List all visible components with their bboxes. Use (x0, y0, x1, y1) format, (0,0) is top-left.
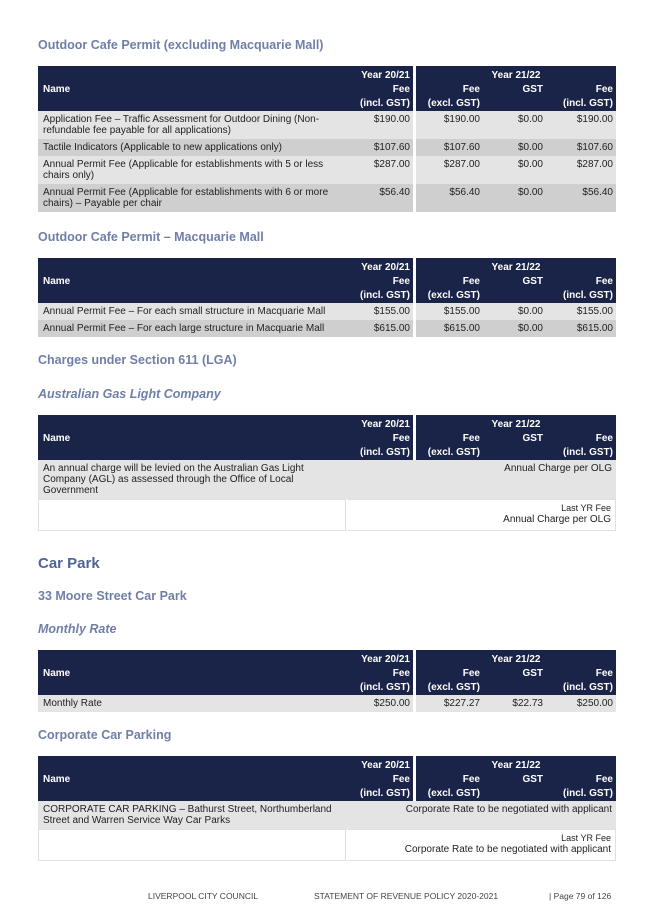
table-row (38, 111, 616, 139)
row-name: An annual charge will be levied on the Australian Gas Light Company (AGL) as assessed through the Office of Local Government (38, 460, 346, 499)
col-header-incl: (incl. GST) (546, 787, 616, 801)
table-row (38, 320, 616, 337)
row-name: CORPORATE CAR PARKING – Bathurst Street, Northumberland Street and Warren Service Way Car Parks (38, 801, 346, 829)
subsection-title-corporate: Corporate Car Parking (38, 728, 172, 742)
col-header-fee: Fee (546, 667, 616, 681)
col-header-excl: (excl. GST) (413, 681, 483, 695)
row-fee-excl: $155.00 (413, 303, 483, 320)
col-header-fee: Fee (346, 773, 413, 787)
col-header-fee: Fee (413, 773, 483, 787)
fee-table-outdoor-excl (38, 66, 616, 212)
col-header-incl: (incl. GST) (546, 289, 616, 303)
last-year-value: Corporate Rate to be negotiated with applicant (404, 844, 611, 855)
row-name: Annual Permit Fee (Applicable for establishments with 6 or more chairs) – Payable per chair (38, 184, 346, 212)
row-fee-prev: $615.00 (346, 320, 413, 337)
col-header-fee: Fee (346, 432, 413, 446)
col-header-fee: Fee (346, 83, 413, 97)
col-header-fee: Fee (346, 275, 413, 289)
last-year-label: Last YR Fee (561, 833, 611, 843)
section-title-outdoor-mall: Outdoor Cafe Permit – Macquarie Mall (38, 230, 264, 244)
col-header-excl: (excl. GST) (413, 787, 483, 801)
last-year-fee-cell (346, 499, 616, 531)
col-header-year-prev: Year 20/21 (346, 650, 413, 667)
row-fee-value: Annual Charge per OLG (346, 460, 616, 499)
row-fee-prev: $107.60 (346, 139, 413, 156)
row-fee-excl: $615.00 (413, 320, 483, 337)
col-header-fee: Fee (413, 275, 483, 289)
row-fee-value: Corporate Rate to be negotiated with applicant (346, 801, 616, 829)
row-fee-excl: $287.00 (413, 156, 483, 184)
row-gst: $0.00 (483, 320, 546, 337)
col-header-fee: Fee (546, 275, 616, 289)
table-row (38, 695, 616, 712)
row-fee-excl: $190.00 (413, 111, 483, 139)
row-fee-prev: $56.40 (346, 184, 413, 212)
col-header-incl: (incl. GST) (346, 787, 413, 801)
subsection-title-moore: 33 Moore Street Car Park (38, 589, 187, 603)
row-name: Monthly Rate (38, 695, 346, 712)
row-gst: $22.73 (483, 695, 546, 712)
col-header-year-curr: Year 21/22 (413, 650, 616, 667)
fee-table-monthly (38, 650, 616, 712)
row-gst: $0.00 (483, 156, 546, 184)
row-fee-incl: $287.00 (546, 156, 616, 184)
col-header-fee: Fee (546, 83, 616, 97)
col-header-fee: Fee (546, 432, 616, 446)
row-fee-incl: $155.00 (546, 303, 616, 320)
last-year-fee-cell (346, 829, 616, 861)
fee-table-agl (38, 415, 616, 531)
col-header-incl: (incl. GST) (546, 97, 616, 111)
col-header-fee: Fee (413, 667, 483, 681)
row-fee-incl: $250.00 (546, 695, 616, 712)
footer-document: STATEMENT OF REVENUE POLICY 2020-2021 (314, 891, 499, 901)
row-fee-excl: $56.40 (413, 184, 483, 212)
row-fee-incl: $615.00 (546, 320, 616, 337)
col-header-name: Name (38, 650, 346, 695)
row-gst: $0.00 (483, 139, 546, 156)
row-fee-prev: $287.00 (346, 156, 413, 184)
table-row (38, 460, 616, 499)
row-gst: $0.00 (483, 303, 546, 320)
col-header-year-curr: Year 21/22 (413, 258, 616, 275)
table-row (38, 139, 616, 156)
col-header-year-prev: Year 20/21 (346, 756, 413, 773)
subsection-title-monthly: Monthly Rate (38, 622, 117, 636)
section-title-carpark: Car Park (38, 555, 100, 572)
last-year-value: Annual Charge per OLG (503, 514, 611, 525)
row-name: Application Fee – Traffic Assessment for Outdoor Dining (Non-refundable fee payable for all applications) (38, 111, 346, 139)
col-header-incl: (incl. GST) (346, 97, 413, 111)
col-header-year-prev: Year 20/21 (346, 415, 413, 432)
fee-table-outdoor-mall (38, 258, 616, 337)
row-fee-incl: $56.40 (546, 184, 616, 212)
col-header-excl: (excl. GST) (413, 446, 483, 460)
row-fee-incl: $107.60 (546, 139, 616, 156)
col-header-incl: (incl. GST) (346, 289, 413, 303)
col-header-excl: (excl. GST) (413, 97, 483, 111)
col-header-incl: (incl. GST) (546, 446, 616, 460)
col-header-year-curr: Year 21/22 (413, 66, 616, 83)
row-fee-incl: $190.00 (546, 111, 616, 139)
col-header-year-curr: Year 21/22 (413, 756, 616, 773)
row-name: Tactile Indicators (Applicable to new applications only) (38, 139, 346, 156)
last-year-label: Last YR Fee (561, 503, 611, 513)
col-header-year-prev: Year 20/21 (346, 258, 413, 275)
col-header-year-prev: Year 20/21 (346, 66, 413, 83)
col-header-year-curr: Year 21/22 (413, 415, 616, 432)
col-header-gst: GST (483, 275, 546, 289)
col-header-gst: GST (483, 83, 546, 97)
row-fee-prev: $250.00 (346, 695, 413, 712)
row-fee-excl: $107.60 (413, 139, 483, 156)
col-header-gst: GST (483, 432, 546, 446)
col-header-gst: GST (483, 667, 546, 681)
row-fee-excl: $227.27 (413, 695, 483, 712)
table-row (38, 184, 616, 212)
col-header-name: Name (38, 415, 346, 460)
table-row (38, 829, 616, 861)
row-name: Annual Permit Fee – For each large structure in Macquarie Mall (38, 320, 346, 337)
col-header-name: Name (38, 66, 346, 111)
row-name: Annual Permit Fee (Applicable for establishments with 5 or less chairs only) (38, 156, 346, 184)
col-header-fee: Fee (413, 83, 483, 97)
col-header-excl: (excl. GST) (413, 289, 483, 303)
table-row (38, 156, 616, 184)
col-header-incl: (incl. GST) (346, 681, 413, 695)
subsection-title-agl: Australian Gas Light Company (38, 387, 221, 401)
col-header-fee: Fee (413, 432, 483, 446)
col-header-incl: (incl. GST) (546, 681, 616, 695)
row-name: Annual Permit Fee – For each small structure in Macquarie Mall (38, 303, 346, 320)
fee-table-corporate (38, 756, 616, 861)
col-header-name: Name (38, 258, 346, 303)
row-fee-prev: $155.00 (346, 303, 413, 320)
row-gst: $0.00 (483, 111, 546, 139)
table-row (38, 499, 616, 531)
row-gst: $0.00 (483, 184, 546, 212)
section-title-611: Charges under Section 611 (LGA) (38, 353, 237, 367)
col-header-name: Name (38, 756, 346, 801)
footer-page-number: | Page 79 of 126 (549, 891, 612, 901)
col-header-fee: Fee (346, 667, 413, 681)
section-title-outdoor-excl: Outdoor Cafe Permit (excluding Macquarie Mall) (38, 38, 324, 52)
col-header-incl: (incl. GST) (346, 446, 413, 460)
col-header-gst: GST (483, 773, 546, 787)
footer-council: LIVERPOOL CITY COUNCIL (148, 891, 259, 901)
table-row (38, 303, 616, 320)
row-fee-prev: $190.00 (346, 111, 413, 139)
col-header-fee: Fee (546, 773, 616, 787)
table-row (38, 801, 616, 829)
